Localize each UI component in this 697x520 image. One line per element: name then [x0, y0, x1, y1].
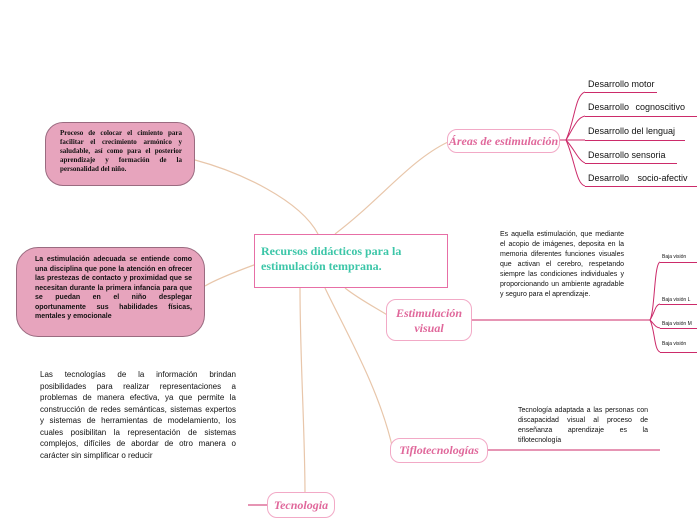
branch-tiflotecnologias[interactable]	[390, 438, 488, 463]
central-topic[interactable]	[254, 234, 448, 288]
visual-description: Es aquella estimulación, que mediante el acopio de imágenes, deposita en la memoria diferentes funciones visuales que activan el cerebro, respetando siempre las condiciones individuales y proporcionando un ambiente agradable y seguro para el aprendizaje.	[500, 231, 624, 298]
underline	[660, 304, 697, 305]
area-item[interactable]: Desarrollo sensoria	[588, 150, 666, 160]
underline	[585, 186, 697, 187]
underline	[585, 163, 677, 164]
branch-label: Áreas de estimulación	[448, 134, 559, 148]
visual-subitem[interactable]: Baja visión	[662, 341, 687, 347]
definition-bubble-mid	[16, 247, 205, 337]
definition-text: La estimulación adecuada se entiende como una disciplina que pone la atención en ofrecer las prestezas de contacto y proximidad que se necesitan durante la primera infancia para que se puedan en el niño desplegar oportunamente sus habilidades físicas, mentales y emocionale	[35, 256, 192, 320]
tiflo-description: Tecnología adaptada a las personas con discapacidad visual al proceso de enseñanza aprendizaje es la tiflotecnología	[518, 407, 648, 444]
definition-bubble-top	[45, 122, 195, 186]
visual-subitem[interactable]: Baja visión M	[662, 321, 692, 327]
branch-areas[interactable]	[447, 129, 560, 153]
area-item[interactable]: Desarrollo del lenguaj	[588, 126, 676, 136]
definition-text: Proceso de colocar el cimiento para facilitar el crecimiento armónico y saludable, así como para el posterior aprendizaje y formación de la personalidad del niño.	[60, 129, 182, 173]
underline	[585, 140, 685, 141]
branch-visual[interactable]	[386, 299, 472, 341]
underline	[660, 328, 697, 329]
underline	[660, 352, 697, 353]
underline	[585, 92, 657, 93]
visual-subitem[interactable]: Baja visión	[662, 254, 687, 260]
branch-label: Tecnologia	[273, 498, 329, 512]
underline	[660, 262, 697, 263]
branch-tecnologia[interactable]	[267, 492, 335, 518]
central-title: Recursos didácticos para la estimulación temprana.	[261, 244, 402, 273]
area-item[interactable]: Desarrollo socio-afectiv	[588, 173, 688, 183]
tecnologia-description: Las tecnologías de la información brindan posibilidades para realizar representaciones a problemas de manera efectiva, ya que permite la construcción de redes semánticas, sistemas expertos y sistemas de herramientas de modelamiento, los cuales posibilitan la representación de sistemas complejos, difíciles de abordar de otro manera o carácter sin simplificar o reducir	[40, 370, 236, 460]
area-item[interactable]: Desarrollo cognoscitivo	[588, 102, 686, 112]
branch-label: Tiflotecnologías	[399, 443, 479, 457]
visual-subitem[interactable]: Baja visión L	[662, 297, 691, 303]
underline	[585, 116, 697, 117]
area-item[interactable]: Desarrollo motor	[588, 79, 655, 89]
branch-label: visual	[414, 321, 444, 335]
branch-label: Estimulación	[395, 306, 463, 320]
